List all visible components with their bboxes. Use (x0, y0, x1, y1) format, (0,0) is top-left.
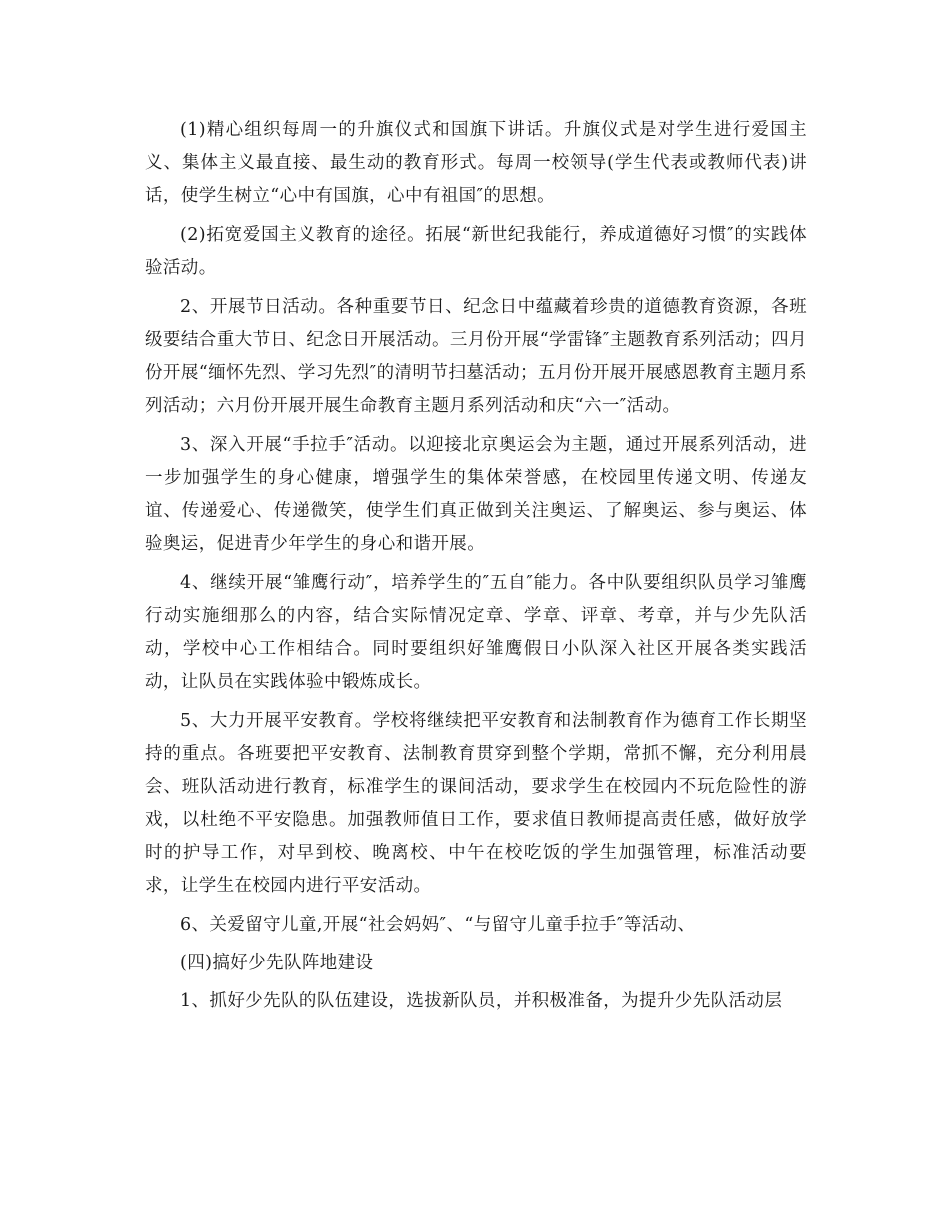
paragraph-flag-ceremony: (1)精心组织每周一的升旗仪式和国旗下讲话。升旗仪式是对学生进行爱国主义、集体主义最直接、最生动的教育形式。每周一校领导(学生代表或教师代表)讲话，使学生树立“心中有国旗，心中有祖国″的思想。 (145, 120, 807, 206)
paragraph-team-building: 1、抓好少先队的队伍建设，选拔新队员，并积极准备，为提升少先队活动层 (180, 991, 783, 1011)
paragraph-festival-activities: 2、开展节日活动。各种重要节日、纪念日中蕴藏着珍贵的道德教育资源，各班级要结合重大节日、纪念日开展活动。三月份开展“学雷锋″主题教育系列活动；四月份开展“缅怀先烈、学习先烈″的清明节扫墓活动；五月份开展开展感恩教育主题月系列活动；六月份开展开展生命教育主题月系列活动和庆“六一″活动。 (145, 297, 807, 416)
section-heading-pioneer-base: (四)搞好少先队阵地建设 (180, 953, 374, 973)
paragraph-left-behind-children: 6、关爱留守儿童,开展“社会妈妈″、“与留守儿童手拉手″等活动、 (180, 915, 696, 935)
document-body (145, 114, 807, 1024)
paragraph-safety-education: 5、大力开展平安教育。学校将继续把平安教育和法制教育作为德育工作长期坚持的重点。各班要把平安教育、法制教育贯穿到整个学期，常抓不懈，充分利用晨会、班队活动进行教育，标准学生的课间活动，要求学生在校园内不玩危险性的游戏，以杜绝不平安隐患。加强教师值日工作，要求值日教师提高责任感，做好放学时的护导工作，对早到校、晚离校、中午在校吃饭的学生加强管理，标准活动要求，让学生在校园内进行平安活动。 (145, 711, 807, 896)
paragraph-hand-in-hand: 3、深入开展“手拉手″活动。以迎接北京奥运会为主题，通过开展系列活动，进一步加强学生的身心健康，增强学生的集体荣誉感，在校园里传递文明、传递友谊、传递爱心、传递微笑，使学生们真正做到关注奥运、了解奥运、参与奥运、体验奥运，促进青少年学生的身心和谐开展。 (145, 435, 807, 554)
paragraph-patriotic-education: (2)拓宽爱国主义教育的途径。拓展“新世纪我能行，养成道德好习惯″的实践体验活动。 (145, 225, 807, 278)
paragraph-eagle-action: 4、继续开展“雏鹰行动″，培养学生的″五自″能力。各中队要组织队员学习雏鹰行动实施细那么的内容，结合实际情况定章、学章、评章、考章，并与少先队活动，学校中心工作相结合。同时要组织好雏鹰假日小队深入社区开展各类实践活动，让队员在实践体验中锻炼成长。 (145, 573, 807, 692)
